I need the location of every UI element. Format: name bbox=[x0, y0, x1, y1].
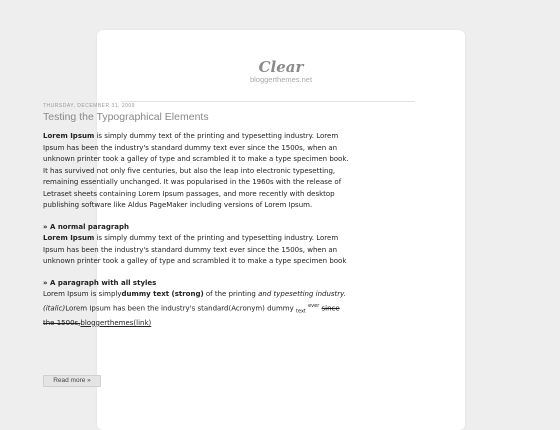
normal-paragraph-heading: » A normal paragraph bbox=[43, 222, 130, 231]
header-divider bbox=[121, 101, 415, 102]
styles-paragraph-heading: » A paragraph with all styles bbox=[43, 278, 157, 287]
styles-text-3: Lorem Ipsum has been the industry's standard(Acronym) dummy bbox=[65, 303, 296, 312]
post-date: THURSDAY, DECEMBER 31, 2009 bbox=[43, 103, 135, 109]
normal-text: is simply dummy text of the printing and typesetting industry. Lorem Ipsum has been the industry's standard dummy text ever since the 1500s, when an unknown printer took a galley of type and scrambled it to make a type specimen book bbox=[43, 234, 347, 265]
normal-bold: Lorem Ipsum bbox=[43, 234, 95, 242]
styles-link[interactable]: bloggerthemes(link) bbox=[80, 318, 152, 327]
post-body bbox=[43, 131, 349, 329]
intro-text: is simply dummy text of the printing and typesetting industry. Lorem Ipsum has been the industry's standard dummy text ever since the 1500s, when an unknown printer took a galley of type and scrambled it to make a type specimen book. It has survived not only five centuries, but also the leap into electronic typesetting, remaining essentially unchanged. It was popularised in the 1960s with the release of Letraset sheets containing Lorem Ipsum passages, and more recently with desktop publishing software like Aldus PageMaker including versions of Lorem Ipsum. bbox=[43, 132, 349, 209]
styles-strong: dummy text (strong) bbox=[121, 290, 204, 298]
intro-bold: Lorem Ipsum bbox=[43, 132, 95, 140]
normal-paragraph bbox=[43, 233, 349, 268]
read-more-button[interactable]: Read more » bbox=[43, 375, 101, 387]
styles-subscript: text bbox=[296, 308, 306, 315]
styles-text-2: of the printing bbox=[203, 290, 259, 298]
post bbox=[43, 103, 349, 329]
styles-superscript: ever bbox=[308, 302, 320, 309]
styles-italic: and typesetting industry.(italic) bbox=[43, 290, 346, 312]
styles-text-1: Lorem Ipsum is simply bbox=[43, 290, 122, 298]
intro-paragraph bbox=[43, 131, 349, 212]
blog-description: bloggerthemes.net bbox=[249, 75, 313, 84]
styles-strikethrough: since the 1500s, bbox=[43, 303, 340, 327]
post-title-link[interactable]: Testing the Typographical Elements bbox=[43, 111, 209, 123]
styles-paragraph bbox=[43, 289, 349, 329]
blog-title-link[interactable]: Clear bbox=[258, 58, 304, 76]
